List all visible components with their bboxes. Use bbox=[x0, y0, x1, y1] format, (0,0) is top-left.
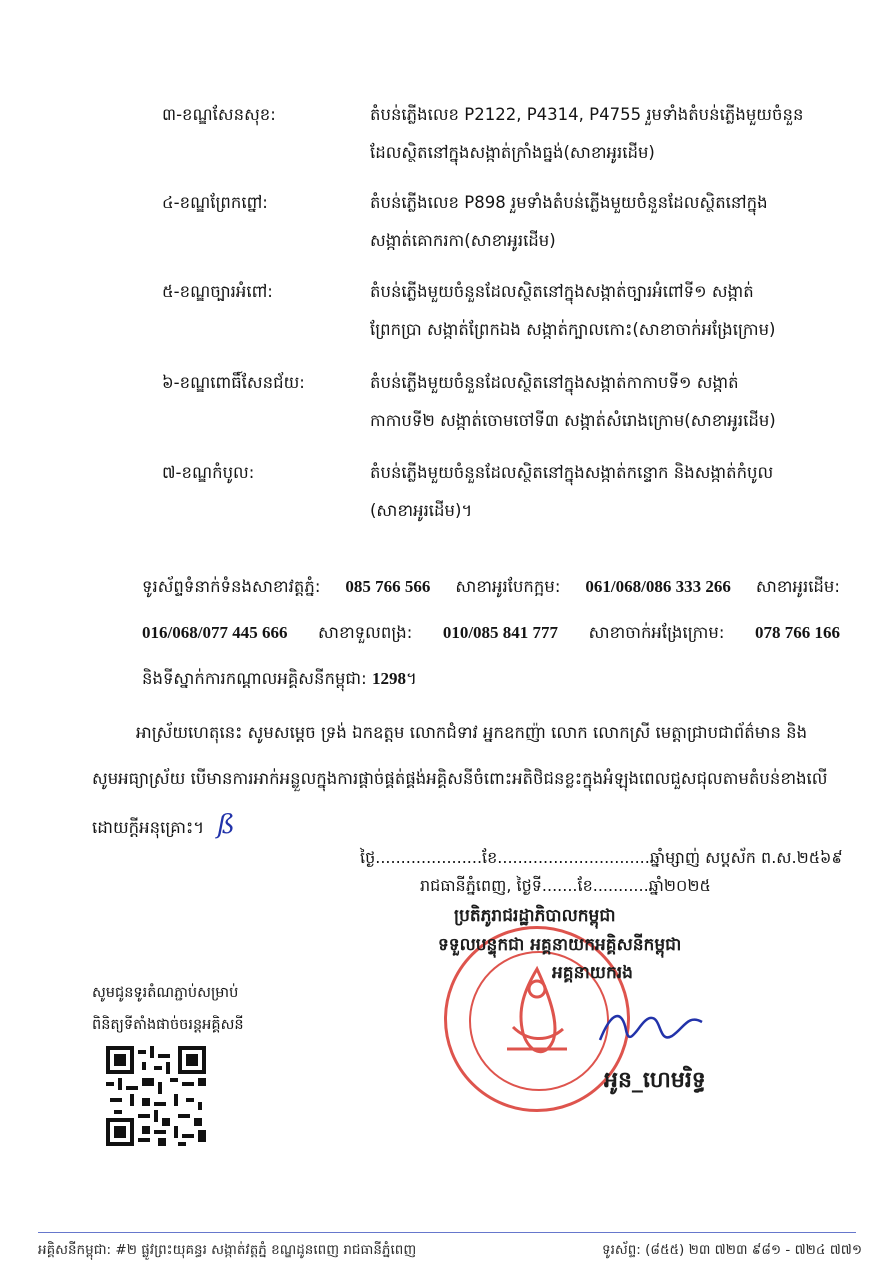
closing-line: អាស្រ័យហេតុនេះ សូមសម្ដេច ទ្រង់ ឯកឧត្តម លោកជំទាវ អ្នកឧកញ៉ា លោក លោកស្រី មេត្តាជ្រាបជាព័ត៌មាន និង bbox=[136, 723, 808, 742]
contact-line-3 bbox=[142, 668, 846, 690]
handwritten-initial: ß bbox=[217, 810, 235, 840]
branch-label: សាខាចាក់អង្រែក្រោម: bbox=[588, 623, 725, 642]
footer-address: អគ្គិសនីកម្ពុជា: #២ ផ្លូវព្រះយុគន្ធរ សង្កាត់វត្តភ្នំ ខណ្ឌដូនពេញ រាជធានីភ្នំពេញ bbox=[38, 1242, 417, 1258]
solar-date: រាជធានីភ្នំពេញ, ថ្ងៃទី.......ខែ...........ឆ្នាំ២០២៥ bbox=[420, 876, 711, 895]
branch-label: សាខាអូរដើម: bbox=[755, 577, 840, 596]
signature-role: ទទួលបន្ទុកជា អគ្គនាយកអគ្គិសនីកម្ពុជា bbox=[438, 935, 682, 955]
contact-intro: ទូរស័ព្ទទំនាក់ទំនងសាខាវត្តភ្នំ: bbox=[142, 577, 321, 596]
qr-caption-line: សូមជូនទូរតំណភ្ជាប់សម្រាប់ bbox=[92, 985, 239, 1001]
zone-description bbox=[370, 281, 838, 341]
handwritten-signature-icon bbox=[592, 1000, 712, 1060]
zone-line: ព្រែកប្រា សង្កាត់ព្រែកឯង សង្កាត់ក្បាលកោះ(សាខាចាក់អង្រែក្រោម) bbox=[370, 320, 776, 339]
zone-line: សង្កាត់គោករកា(សាខាអូរដើម) bbox=[370, 231, 556, 250]
zone-line: តំបន់ភ្លើងមួយចំនួនដែលស្ថិតនៅក្នុងសង្កាត់ច្បារអំពៅទី១ សង្កាត់ bbox=[370, 282, 754, 301]
zone-label: ៤-ខណ្ឌព្រែកព្នៅ: bbox=[162, 193, 268, 212]
zone-line: តំបន់ភ្លើងលេខ P898 រួមទាំងតំបន់ភ្លើងមួយចំនួនដែលស្ថិតនៅក្នុង bbox=[370, 193, 768, 212]
zone-line: កាកាបទី២ សង្កាត់ចោមចៅទី៣ សង្កាត់សំរោងក្រោម(សាខាអូរដើម) bbox=[370, 411, 776, 430]
signature-deputy: អគ្គនាយករង bbox=[552, 963, 633, 983]
phone-boeng-kak: 061/068/086 333 266 bbox=[585, 577, 731, 596]
phone-chak-angre: 078 766 166 bbox=[754, 623, 840, 642]
zone-label: ៥-ខណ្ឌច្បារអំពៅ: bbox=[162, 282, 273, 301]
signature-org: ប្រតិភូរាជរដ្ឋាភិបាលកម្ពុជា bbox=[454, 906, 616, 926]
zone-line: តំបន់ភ្លើងលេខ P2122, P4314, P4755 រួមទាំងតំបន់ភ្លើងមួយចំនួន bbox=[370, 105, 804, 124]
zone-label: ៧-ខណ្ឌកំបូល: bbox=[162, 463, 255, 482]
zone-line: (សាខាអូរដើម)។ bbox=[370, 501, 473, 520]
closing-text: ដោយក្ដីអនុគ្រោះ។ bbox=[92, 818, 205, 837]
qr-caption-line: ពិនិត្យទីតាំងផាច់ចរន្តអគ្គិសនី bbox=[92, 1017, 244, 1033]
qr-code-icon[interactable] bbox=[106, 1046, 206, 1146]
zone-label: ៣-ខណ្ឌសែនសុខ: bbox=[162, 105, 276, 124]
lunar-date: ថ្ងៃ.....................ខែ..............................ឆ្នាំម្សាញ់ សប្តស័ក ព.ស.២៥៦៩ bbox=[360, 848, 843, 867]
footer-phone: ទូរស័ព្ទ: (៨៥៥) ២៣ ៧២៣ ៩៨១ - ៧២៤ ៧៧១ bbox=[602, 1242, 863, 1258]
closing-line bbox=[92, 810, 796, 840]
phone-or-daem: 016/068/077 445 666 bbox=[142, 623, 288, 642]
zone-description bbox=[370, 462, 838, 522]
contact-line-2 bbox=[142, 622, 840, 644]
zone-label: ៦-ខណ្ឌពោធិ៍សែនជ័យ: bbox=[162, 373, 305, 392]
hotline-end: ។ bbox=[405, 669, 417, 688]
zone-description bbox=[370, 372, 838, 432]
footer-divider bbox=[38, 1232, 856, 1233]
zone-description bbox=[370, 104, 838, 164]
zone-line: តំបន់ភ្លើងមួយចំនួនដែលស្ថិតនៅក្នុងសង្កាត់កន្ទោក និងសង្កាត់កំបូល bbox=[370, 463, 774, 482]
zone-line: តំបន់ភ្លើងមួយចំនួនដែលស្ថិតនៅក្នុងសង្កាត់កាកាបទី១ សង្កាត់ bbox=[370, 373, 739, 392]
hotline-label: និងទីស្នាក់ការកណ្ដាលអគ្គិសនីកម្ពុជា: bbox=[142, 669, 367, 688]
contact-line-1 bbox=[142, 576, 840, 598]
zone-line: ដែលស្ថិតនៅក្នុងសង្កាត់ក្រាំងធ្នង់(សាខាអូរដើម) bbox=[370, 143, 655, 162]
hotline-number: 1298 bbox=[371, 669, 406, 688]
branch-label: សាខាទួលពង្រ: bbox=[318, 623, 413, 642]
zone-description bbox=[370, 192, 838, 252]
closing-line: សូមអធ្យាស្រ័យ បើមានការអាក់អន្លួលក្នុងការផ្ដាច់ផ្គត់ផ្គង់អគ្គិសនីចំពោះអតិថិជនខ្លះក្នុងអំឡុងពេលជួសជុលតាមតំបន់ខាងលើ bbox=[92, 769, 828, 788]
signatory-name: អូន_ហេមរិទ្ធ bbox=[604, 1068, 706, 1093]
phone-wat-phnom: 085 766 566 bbox=[345, 577, 431, 596]
branch-label: សាខាអូរបែកក្អម: bbox=[455, 577, 561, 596]
phone-toul-kork: 010/085 841 777 bbox=[442, 623, 559, 642]
